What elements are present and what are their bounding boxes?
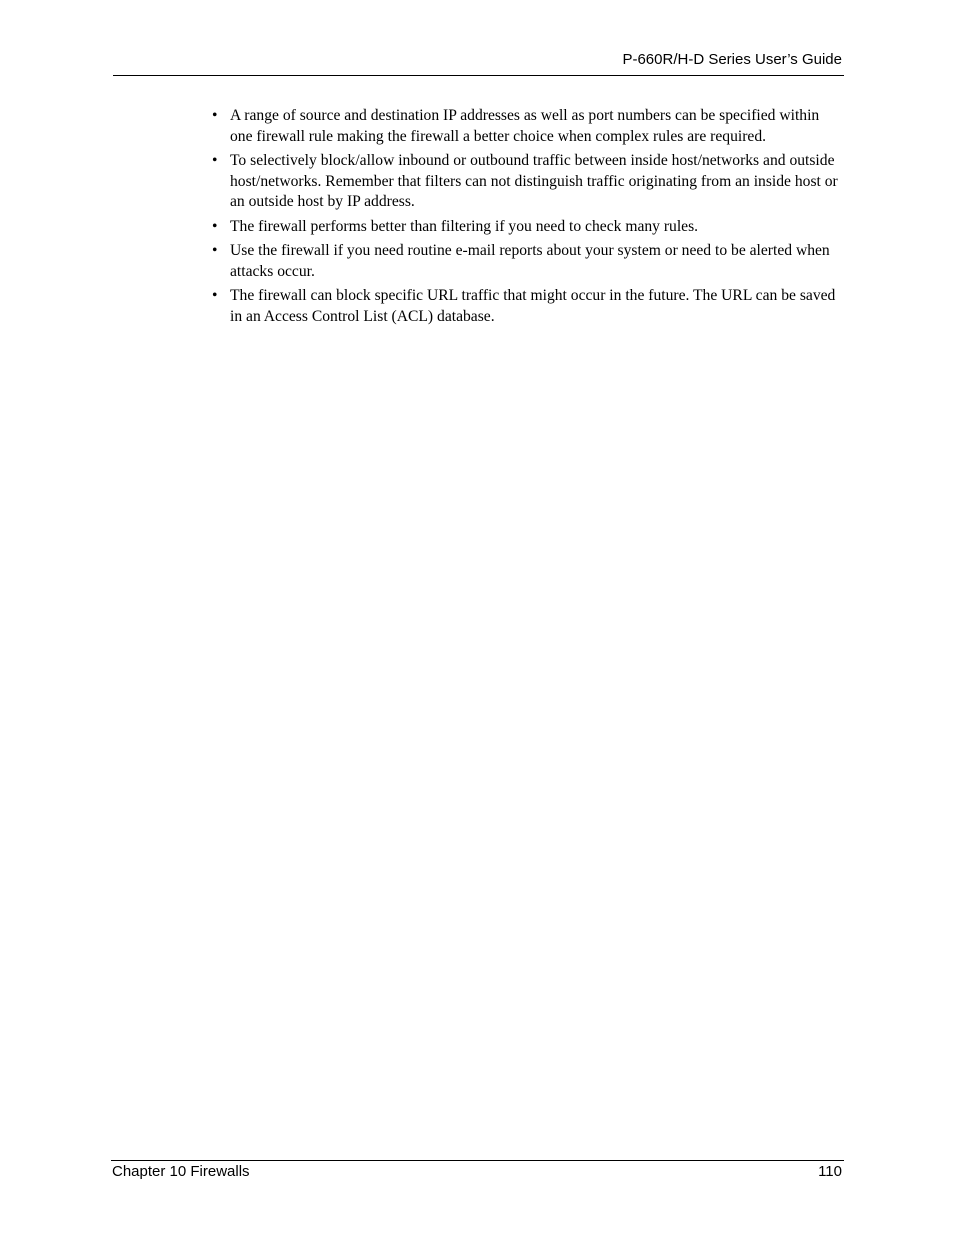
list-item	[211, 151, 845, 213]
list-item-text: The firewall performs better than filtering if you need to check many rules.	[230, 217, 699, 235]
guide-title: P-660R/H-D Series User’s Guide	[622, 51, 842, 68]
list-item-text: Use the firewall if you need routine e-mail reports about your system or need to be alerted when attacks occur.	[230, 242, 830, 280]
bullet-marker: •	[212, 107, 218, 124]
bullet-marker: •	[212, 287, 218, 304]
bullet-list	[211, 106, 845, 331]
bullet-marker: •	[212, 217, 218, 235]
page-number: 110	[818, 1163, 842, 1180]
list-item-text: The firewall can block specific URL traffic that might occur in the future. The URL can be saved in an Access Control List (ACL) database.	[230, 287, 836, 325]
running-footer	[111, 1160, 844, 1185]
running-header	[113, 50, 844, 76]
bullet-marker: •	[212, 242, 218, 259]
list-item	[211, 217, 845, 238]
chapter-label: Chapter 10 Firewalls	[112, 1163, 250, 1180]
list-item	[211, 106, 845, 147]
list-item-text: A range of source and destination IP addresses as well as port numbers can be specified within one firewall rule making the firewall a better choice when complex rules are required.	[230, 107, 820, 145]
bullet-marker: •	[212, 152, 218, 169]
list-item-text: To selectively block/allow inbound or outbound traffic between inside host/networks and outside host/networks. Remember that filters can not distinguish traffic originating from an inside host or an outside host by IP address.	[230, 152, 838, 210]
list-item	[211, 241, 845, 282]
list-item	[211, 286, 845, 327]
